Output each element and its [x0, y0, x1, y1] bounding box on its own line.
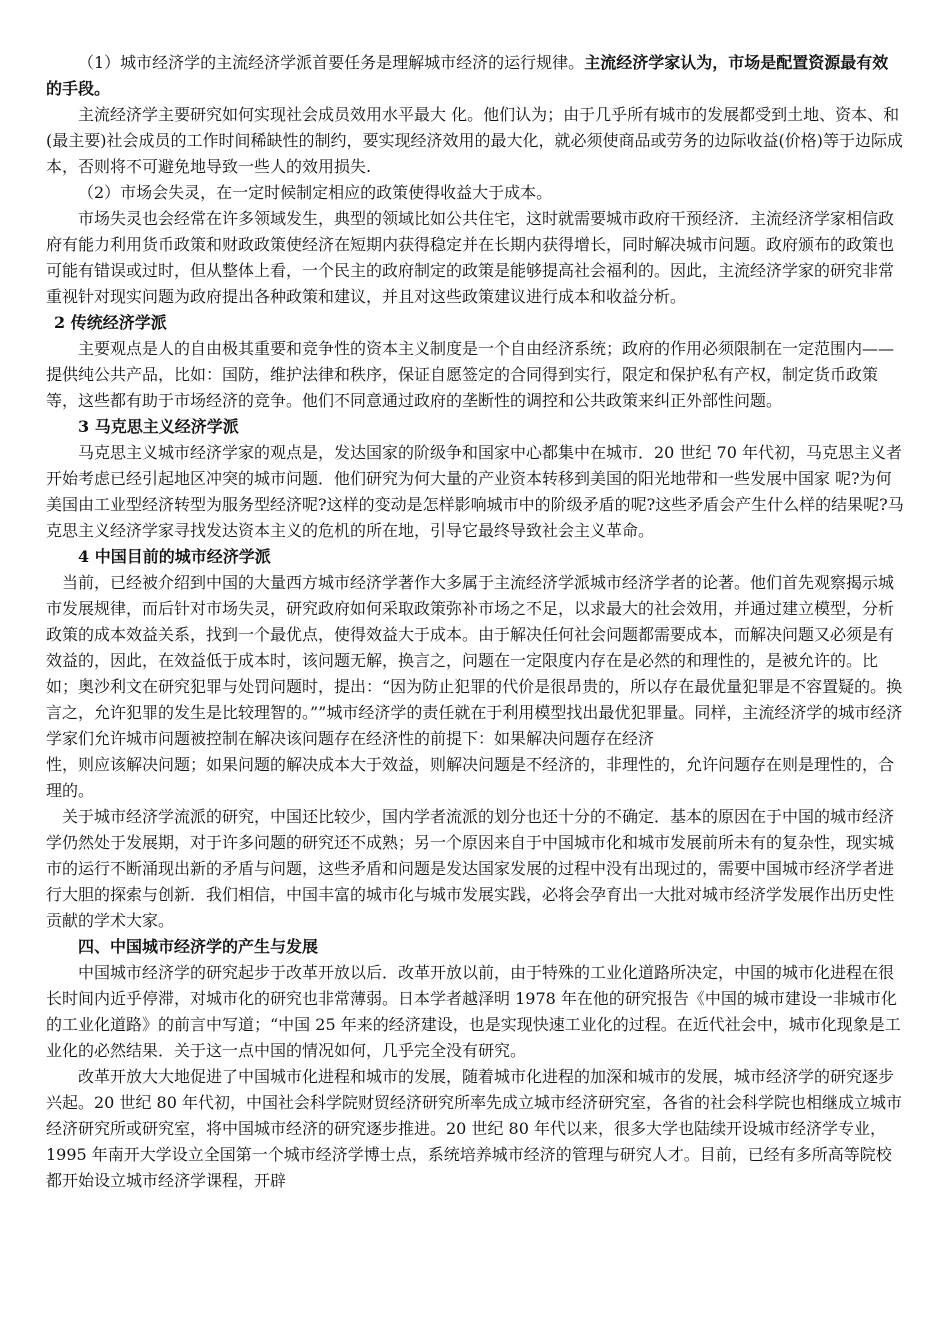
paragraph-china-current-school: 当前，已经被介绍到中国的大量西方城市经济学著作大多属于主流经济学派城市经济学者的论著。他们首先观察揭示城市发展规律，而后针对市场失灵，研究政府如何采取政策弥补市场之不足，以求最大的社会效用，并通过建立模型，分析政策的成本效益关系，找到一个最优点，使得效益大于成本。由于解决任何社会问题都需要成本，而解决问题又必须是有效益的，因此，在效益低于成本时，该问题无解，换言之，问题在一定限度内存在是必然的和理性的，是被允许的。比如；奥沙利文在研究犯罪与处罚问题时，提出：“因为防止犯罪的代价是很昂贵的，所以存在最优量犯罪是不容置疑的。换言之，允许犯罪的发生是比较理智的。””城市经济学的责任就在于利用模型找出最优犯罪量。同样，主流经济学的城市经济学家们允许城市问题被控制在解决该问题存在经济性的前提下：如果解决问题存在经济	[46, 573, 903, 748]
paragraph-market-failure: 市场失灵也会经常在许多领域发生，典型的领域比如公共住宅，这时就需要城市政府干预经济．主流经济学家相信政府有能力利用货币政策和财政政策使经济在短期内获得稳定并在长期内获得增长，同时解决城市问题。政府颁布的政策也可能有错误或过时，但从整体上看，一个民主的政府制定的政策是能够提高社会福利的。因此，主流经济学家的研究非常重视针对现实问题为政府提出各种政策和建议，并且对这些政策建议进行成本和收益分析。	[46, 209, 895, 306]
heading-china-current-school: 4 中国目前的城市经济学派	[78, 547, 271, 566]
mainstream-task-text: （1）城市经济学的主流经济学派首要任务是理解城市经济的运行规律。	[78, 53, 585, 72]
heading-section-four: 四、中国城市经济学的产生与发展	[78, 937, 319, 956]
heading-marxist-school: 3 马克思主义经济学派	[78, 417, 239, 436]
paragraph-reform-and-development: 改革开放大大地促进了中国城市化进程和城市的发展，随着城市化进程的加深和城市的发展，城市经济学的研究逐步兴起。20 世纪 80 年代初，中国社会科学院财贸经济研究所率先成立城市经济研究室，各省的社会科学院也相继成立城市经济研究所或研究室，将中国城市经济的研究逐步推进。20 世纪 80 年代以来，很多大学也陆续开设城市经济学专业，1995 年南开大学设立全国第一个城市经济学博士点，系统培养城市经济的管理与研究人才。目前，已经有多所高等院校都开始设立城市经济学课程，开辟	[46, 1067, 902, 1190]
paragraph-origin-of-urban-economics: 中国城市经济学的研究起步于改革开放以后．改革开放以前，由于特殊的工业化道路所决定，中国的城市化进程在很长时间内近乎停滞，对城市化的研究也非常薄弱。日本学者越泽明 1978 年在他的研究报告《中国的城市建设一非城市化的工业化道路》的前言中写道；“中国 25 年来的经济建设，也是实现快速工业化的过程。在近代社会中，城市化现象是工业化的必然结果．关于这一点中国的情况如何，几乎完全没有研究。	[46, 963, 901, 1060]
paragraph-mainstream-utility: 主流经济学主要研究如何实现社会成员效用水平最大 化。他们认为；由于几乎所有城市的发展都受到土地、资本、和(最主要)社会成员的工作时间稀缺性的制约，要实现经济效用的最大化，就必须使商品或劳务的边际收益(价格)等于边际成本，否则将不可避免地导致一些人的效用损失.	[46, 105, 903, 176]
paragraph-school-research-in-china: 关于城市经济学流派的研究，中国还比较少，国内学者流派的划分也还十分的不确定．基本的原因在于中国的城市经济学仍然处于发展期，对于许多问题的研究还不成熟；另一个原因来自于中国城市化和城市发展前所未有的复杂性，现实城市的运行不断涌现出新的矛盾与问题，这些矛盾和问题是发达国家发展的过程中没有出现过的，需要中国城市经济学者进行大胆的探索与创新．我们相信，中国丰富的城市化与城市发展实践，必将会孕育出一大批对城市经济学发展作出历史性贡献的学术大家。	[46, 807, 895, 930]
paragraph-china-current-school-continued: 性，则应该解决问题；如果问题的解决成本大于效益，则解决问题是不经济的，非理性的，允许问题存在则是理性的，合理的。	[46, 755, 895, 800]
paragraph-market-failure-point: （2）市场会失灵，在一定时候制定相应的政策使得收益大于成本。	[78, 183, 553, 202]
heading-traditional-school: 2 传统经济学派	[54, 313, 167, 332]
paragraph-mainstream-task	[46, 50, 904, 102]
mainstream-market-claim: 主流经济学家认为，市场是配置资源最有效的手段。	[46, 53, 889, 98]
paragraph-traditional-school: 主要观点是人的自由极其重要和竞争性的资本主义制度是一个自由经济系统；政府的作用必须限制在一定范围内——提供纯公共产品，比如：国防，维护法律和秩序，保证自愿签定的合同得到实行，限定和保护私有产权，制定货币政策等，这些都有助于市场经济的竞争。他们不同意通过政府的垄断性的调控和公共政策来纠正外部性问题。	[46, 339, 895, 410]
paragraph-marxist-school: 马克思主义城市经济学家的观点是，发达国家的阶级争和国家中心都集中在城市．20 世纪 70 年代初，马克思主义者开始考虑已经引起地区冲突的城市问题．他们研究为何大量的产业资本转移到美国的阳光地带和一些发展中国家 呢?为何美国由工业型经济转型为服务型经济呢?这样的变动是怎样影响城市中的阶级矛盾的呢?这些矛盾会产生什么样的结果呢?马克思主义经济学家寻找发达资本主义的危机的所在地，引导它最终导致社会主义革命。	[46, 443, 904, 540]
